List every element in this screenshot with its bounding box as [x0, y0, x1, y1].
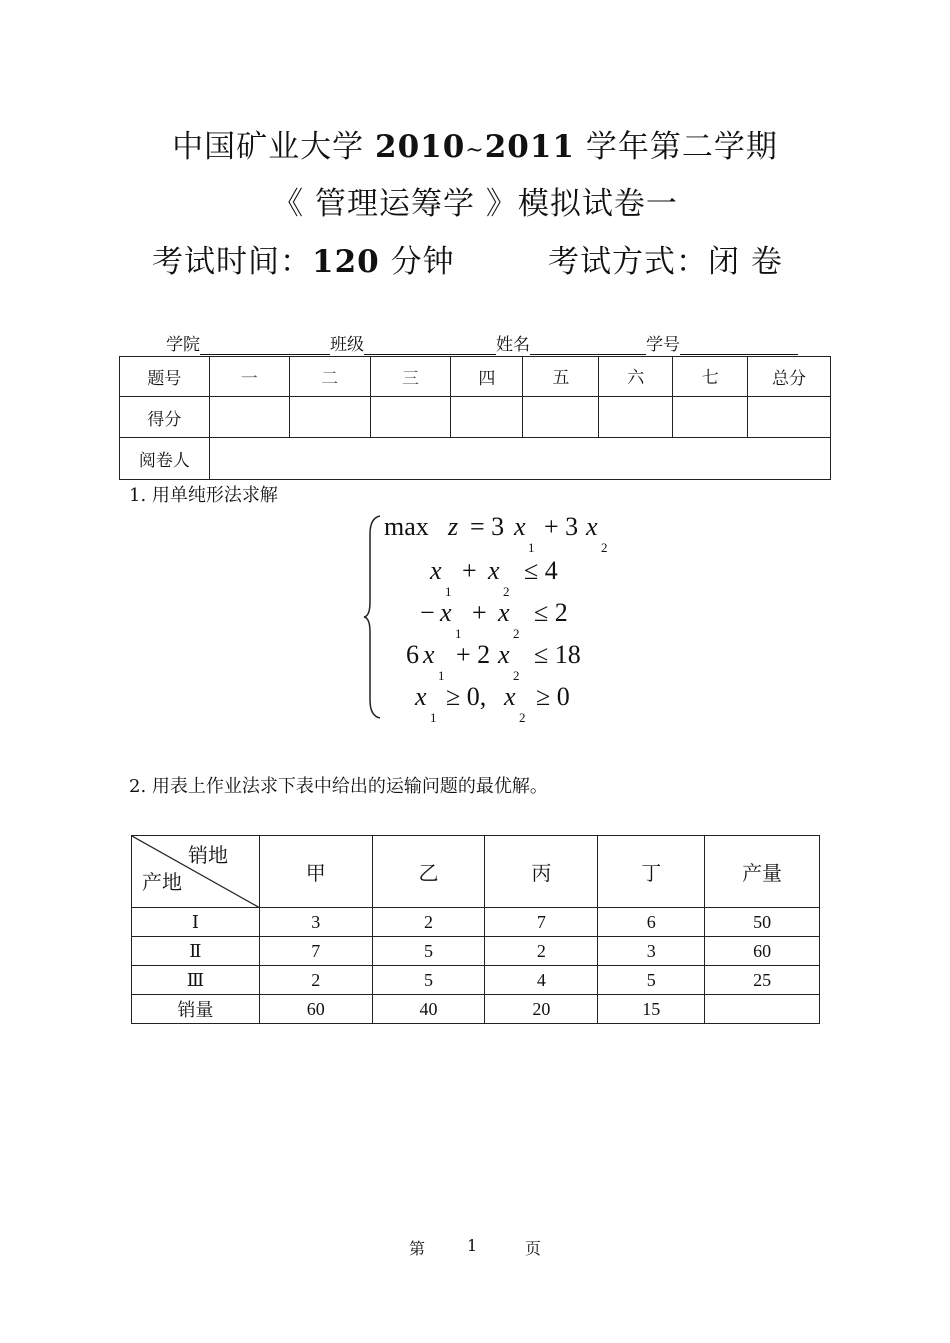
score-col-1: 一 [209, 357, 289, 397]
table-cell: 7 [259, 937, 372, 966]
lp-max: max [384, 512, 429, 541]
exam-time-value: 120 [312, 244, 380, 280]
name-field[interactable] [530, 336, 646, 355]
lp-var: x [514, 512, 526, 541]
score-table [119, 356, 831, 480]
transport-header: 丙 [485, 836, 598, 908]
lp-sub: 1 [445, 584, 452, 599]
exam-title [0, 127, 950, 171]
table-cell: 60 [259, 995, 372, 1024]
score-col-4: 四 [451, 357, 523, 397]
score-table-header-row [120, 357, 831, 397]
lp-sub: 1 [438, 668, 445, 683]
lp-var: x [504, 682, 516, 711]
student-id-label: 学号 [646, 335, 680, 355]
exam-mode-label: 考试方式： [548, 244, 708, 280]
transport-header: 乙 [372, 836, 485, 908]
table-cell: 2 [372, 908, 485, 937]
row-label: Ⅲ [132, 966, 260, 995]
table-row [132, 908, 820, 937]
table-cell: 15 [598, 995, 705, 1024]
class-label: 班级 [330, 335, 364, 355]
title-year-end: 2011 [484, 129, 575, 165]
grader-row-label: 阅卷人 [120, 438, 210, 480]
lp-z: z [448, 512, 459, 541]
lp-minus: − [420, 598, 435, 627]
exam-time [152, 242, 455, 282]
college-field[interactable] [200, 336, 330, 355]
exam-time-label: 考试时间： [152, 244, 312, 280]
lp-var: x [423, 640, 435, 669]
lp-eq: = 3 [470, 512, 505, 541]
table-cell: 4 [485, 966, 598, 995]
lp-sub: 2 [513, 626, 520, 641]
transport-header: 产量 [705, 836, 820, 908]
score-cell[interactable] [748, 397, 831, 438]
table-cell: 5 [598, 966, 705, 995]
corner-top-label: 销地 [188, 845, 228, 867]
transport-header-row [132, 836, 820, 908]
lp-var: x [488, 556, 500, 585]
lp-sub: 2 [519, 710, 526, 725]
transport-corner-cell [132, 836, 260, 908]
lp-var: x [430, 556, 442, 585]
score-cell[interactable] [673, 397, 748, 438]
row-label: Ⅰ [132, 908, 260, 937]
grader-row [120, 438, 831, 480]
title-year-sep: ~ [465, 138, 485, 163]
table-cell: 2 [485, 937, 598, 966]
table-cell: 25 [705, 966, 820, 995]
score-row-label: 题号 [120, 357, 210, 397]
lp-sub: 2 [601, 540, 608, 555]
lp-coef: 6 [406, 640, 419, 669]
score-cell[interactable] [370, 397, 451, 438]
question-1-text: 1. 用单纯形法求解 [129, 485, 278, 506]
lp-sub: 1 [455, 626, 462, 641]
lp-rhs: ≤ 18 [534, 640, 581, 669]
lp-rhs: ≤ 2 [534, 598, 568, 627]
row-label: 销量 [132, 995, 260, 1024]
table-cell: 20 [485, 995, 598, 1024]
lp-var: x [440, 598, 452, 627]
question-2-text: 2. 用表上作业法求下表中给出的运输问题的最优解。 [129, 776, 548, 797]
lp-plus: + [462, 556, 477, 585]
score-col-total: 总分 [748, 357, 831, 397]
score-col-5: 五 [523, 357, 599, 397]
transport-table [131, 835, 820, 1024]
table-cell [705, 995, 820, 1024]
table-row [132, 966, 820, 995]
lp-plus: + [472, 598, 487, 627]
exam-time-unit: 分钟 [379, 244, 455, 280]
exam-mode-value: 闭 卷 [708, 244, 783, 280]
table-cell: 2 [259, 966, 372, 995]
score-cell[interactable] [523, 397, 599, 438]
title-year-start: 2010 [375, 129, 466, 165]
table-cell: 3 [259, 908, 372, 937]
student-id-field[interactable] [680, 336, 798, 355]
lp-plus: + 3 [544, 512, 579, 541]
table-cell: 50 [705, 908, 820, 937]
grader-cell[interactable] [209, 438, 830, 480]
score-cell[interactable] [289, 397, 370, 438]
lp-var: x [586, 512, 598, 541]
score-row-label: 得分 [120, 397, 210, 438]
title-university: 中国矿业大学 [172, 129, 375, 165]
lp-sub: 2 [503, 584, 510, 599]
page-footer-suffix: 页 [525, 1239, 542, 1258]
transport-header: 甲 [259, 836, 372, 908]
title-semester: 学年第二学期 [575, 129, 778, 165]
table-row [132, 937, 820, 966]
table-row [132, 995, 820, 1024]
score-col-7: 七 [673, 357, 748, 397]
score-col-6: 六 [599, 357, 673, 397]
lp-nonneg: ≥ 0, [446, 682, 487, 711]
lp-var: x [498, 640, 510, 669]
lp-rhs: ≤ 4 [524, 556, 558, 585]
score-col-2: 二 [289, 357, 370, 397]
student-info-line [166, 330, 798, 355]
lp-nonneg: ≥ 0 [536, 682, 570, 711]
class-field[interactable] [364, 336, 496, 355]
lp-var: x [498, 598, 510, 627]
lp-model [0, 512, 950, 727]
corner-bottom-label: 产地 [142, 872, 182, 894]
lp-plus: + 2 [456, 640, 491, 669]
transport-header: 丁 [598, 836, 705, 908]
exam-subtitle: 《 管理运筹学 》模拟试卷一 [272, 186, 678, 222]
exam-mode [548, 242, 783, 282]
score-cell[interactable] [209, 397, 289, 438]
table-cell: 6 [598, 908, 705, 937]
score-row [120, 397, 831, 438]
lp-sub: 1 [528, 540, 535, 555]
table-cell: 5 [372, 966, 485, 995]
page-number: 1 [467, 1236, 478, 1255]
lp-var: x [415, 682, 427, 711]
lp-sub: 2 [513, 668, 520, 683]
score-col-3: 三 [370, 357, 451, 397]
lp-sub: 1 [430, 710, 437, 725]
name-label: 姓名 [496, 335, 530, 355]
table-cell: 40 [372, 995, 485, 1024]
table-cell: 3 [598, 937, 705, 966]
score-cell[interactable] [451, 397, 523, 438]
table-cell: 5 [372, 937, 485, 966]
score-cell[interactable] [599, 397, 673, 438]
row-label: Ⅱ [132, 937, 260, 966]
table-cell: 60 [705, 937, 820, 966]
college-label: 学院 [166, 335, 200, 355]
page-footer-prefix: 第 [409, 1239, 426, 1258]
table-cell: 7 [485, 908, 598, 937]
